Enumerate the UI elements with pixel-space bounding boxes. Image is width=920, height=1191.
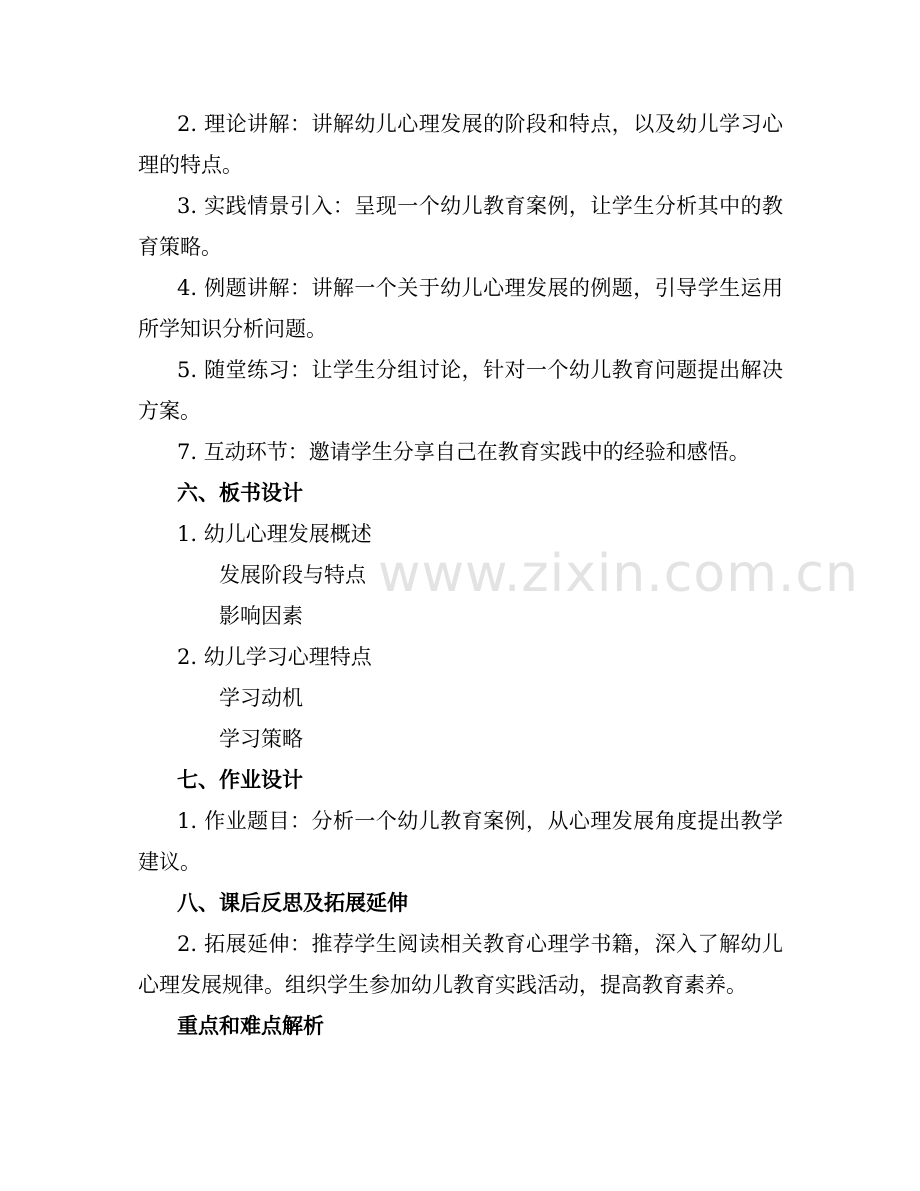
board-subitem: 学习动机 bbox=[219, 686, 303, 710]
board-item-2: 2. 幼儿学习心理特点 bbox=[177, 645, 372, 669]
heading-reflection-extension: 八、课后反思及拓展延伸 bbox=[177, 891, 408, 915]
paragraph-example: 4. 例题讲解：讲解一个关于幼儿心理发展的例题，引导学生运用所学知识分析问题。 bbox=[138, 276, 783, 341]
paragraph-practice-scenario: 3. 实践情景引入：呈现一个幼儿教育案例，让学生分析其中的教育策略。 bbox=[138, 194, 783, 259]
heading-homework-design: 七、作业设计 bbox=[177, 768, 303, 792]
homework-item-1: 1. 作业题目：分析一个幼儿教育案例，从心理发展角度提出教学建议。 bbox=[138, 809, 783, 874]
board-subitem: 学习策略 bbox=[219, 727, 303, 751]
heading-key-points: 重点和难点解析 bbox=[177, 1014, 324, 1038]
extension-item-2: 2. 拓展延伸：推荐学生阅读相关教育心理学书籍，深入了解幼儿心理发展规律。组织学生参加幼儿教育实践活动，提高教育素养。 bbox=[138, 932, 783, 997]
board-item-1: 1. 幼儿心理发展概述 bbox=[177, 522, 372, 546]
board-subitem: 发展阶段与特点 bbox=[219, 563, 366, 587]
board-subitem: 影响因素 bbox=[219, 604, 303, 628]
paragraph-theory: 2. 理论讲解：讲解幼儿心理发展的阶段和特点，以及幼儿学习心理的特点。 bbox=[138, 112, 783, 177]
paragraph-interaction: 7. 互动环节：邀请学生分享自己在教育实践中的经验和感悟。 bbox=[177, 440, 750, 464]
heading-board-design: 六、板书设计 bbox=[177, 481, 303, 505]
watermark: www.zixin.com.cn bbox=[378, 544, 859, 604]
paragraph-exercise: 5. 随堂练习：让学生分组讨论，针对一个幼儿教育问题提出解决方案。 bbox=[138, 358, 783, 423]
